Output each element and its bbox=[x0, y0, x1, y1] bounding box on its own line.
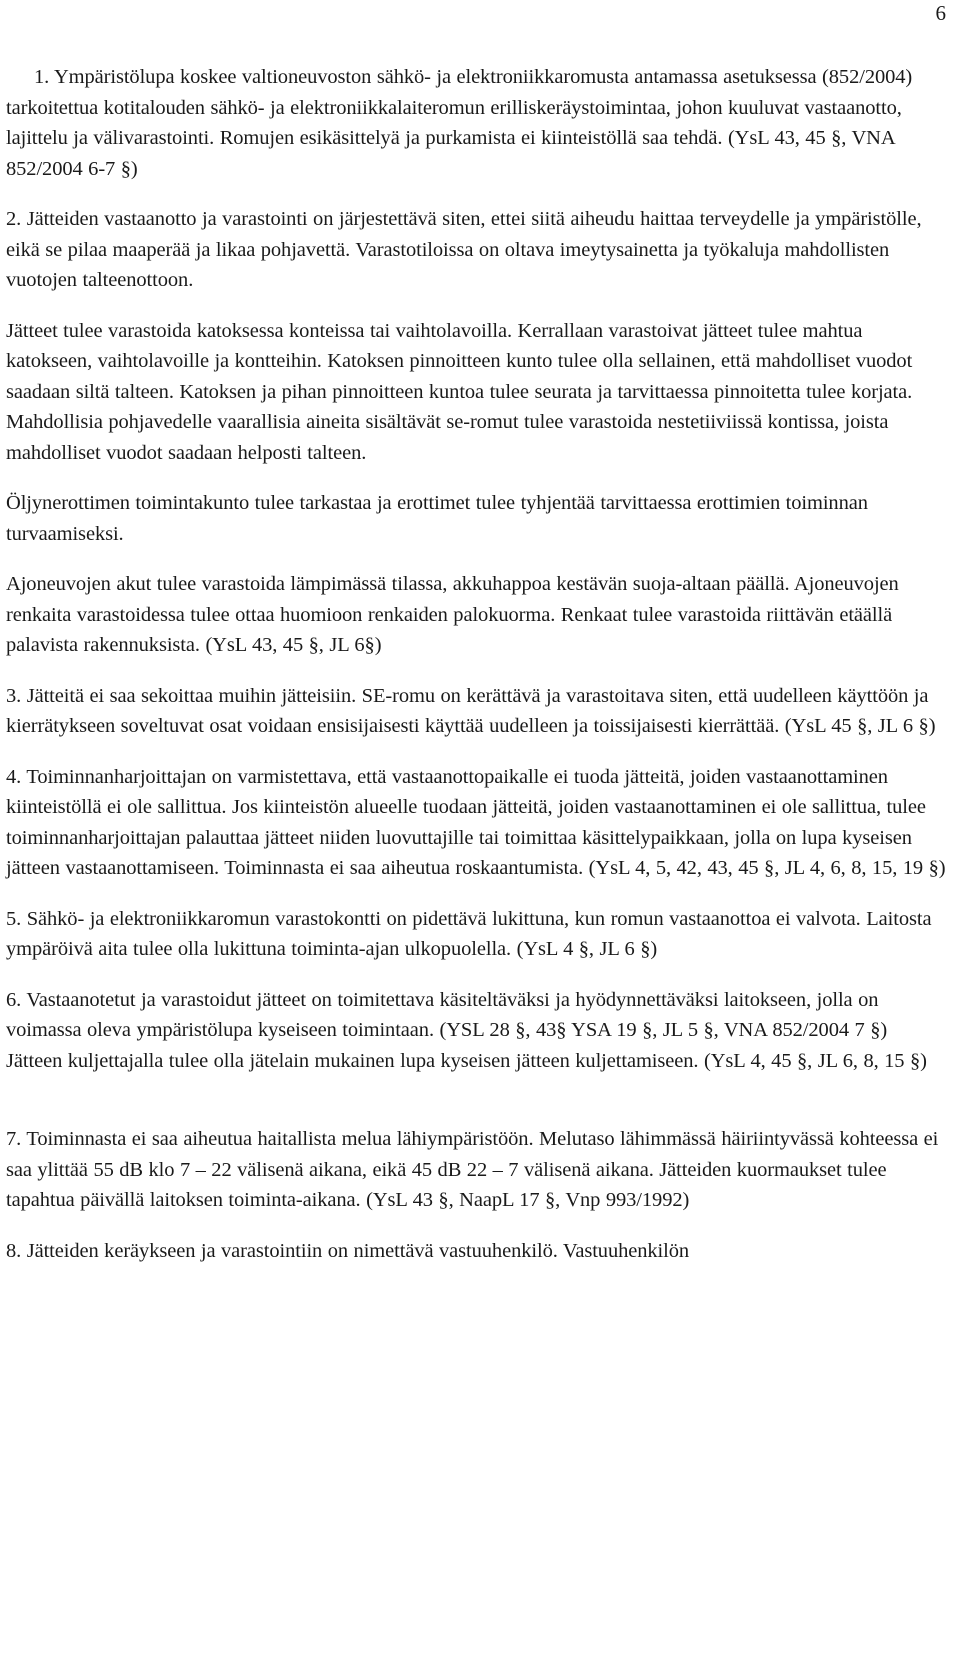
paragraph-condition-6: 6. Vastaanotetut ja varastoidut jätteet on toimitettava käsiteltäväksi ja hyödynnettäväksi laitokseen, jolla on voimassa oleva ympäristölupa kyseiseen toimintaan. (YSL 28 §, 43§ YSA 19 §, JL 5 §, VNA 852/2004 7 §) Jätteen kuljettajalla tulee olla jätelain mukainen lupa kyseisen jätteen kuljettamiseen. (YsL 4, 45 §, JL 6, 8, 15 §) bbox=[6, 988, 927, 1072]
paragraph-condition-2: 2. Jätteiden vastaanotto ja varastointi on järjestettävä siten, ettei siitä aiheudu haittaa terveydelle ja ympäristölle, eikä se pilaa maaperää ja likaa pohjavettä. Varastotiloissa on oltava imeytysainetta ja työkaluja mahdollisten vuotojen talteenottoon. bbox=[6, 208, 922, 291]
paragraph-condition-1: 1. Ympäristölupa koskee valtioneuvoston sähkö- ja elektroniikkaromusta antamassa asetuksessa (852/2004) tarkoitettua kotitalouden sähkö- ja elektroniikkalaiteromun erilliskeräystoimintaa, johon kuuluvat vastaanotto, lajittelu ja välivarastointi. Romujen esikäsittelyä ja purkamista ei kiinteistöllä saa tehdä. (YsL 43, 45 §, VNA 852/2004 6-7 §) bbox=[6, 66, 913, 180]
paragraph-oil-separator: Öljynerottimen toimintakunto tulee tarkastaa ja erottimet tulee tyhjentää tarvittaessa erottimien toiminnan turvaamiseksi. bbox=[6, 492, 868, 545]
paragraph-batteries-tyres: Ajoneuvojen akut tulee varastoida lämpimässä tilassa, akkuhappoa kestävän suoja-altaan päällä. Ajoneuvojen renkaita varastoidessa tulee ottaa huomioon renkaiden palokuorma. Renkaat tulee varastoida riittävän etäällä palavista rakennuksista. (YsL 43, 45 §, JL 6§) bbox=[6, 573, 899, 656]
paragraph-condition-8: 8. Jätteiden keräykseen ja varastointiin on nimettävä vastuuhenkilö. Vastuuhenkilön bbox=[6, 1239, 690, 1262]
paragraph-storage: Jätteet tulee varastoida katoksessa konteissa tai vaihtolavoilla. Kerrallaan varastoivat jätteet tulee mahtua katokseen, vaihtolavoille ja kontteihin. Katoksen pinnoitteen kunto tulee olla sellainen, että mahdolliset vuodot saadaan siltä talteen. Katoksen ja pihan pinnoitteen kuntoa tulee seurata ja tarvittaessa pinnoitetta tulee korjata. Mahdollisia pohjavedelle vaarallisia aineita sisältävät se-romut tulee varastoida nestetiiviissä kontissa, joista mahdolliset vuodot saadaan helposti talteen. bbox=[6, 319, 913, 464]
paragraph-condition-7: 7. Toiminnasta ei saa aiheutua haitallista melua lähiympäristöön. Melutaso lähimmässä häiriintyvässä kohteessa ei saa ylittää 55 dB klo 7 – 22 välisenä aikana, eikä 45 dB 22 – 7 välisenä aikana. Jätteiden kuormaukset tulee tapahtua päivällä laitoksen toiminta-aikana. (YsL 43 §, NaapL 17 §, Vnp 993/1992) bbox=[6, 1128, 939, 1211]
paragraph-condition-4: 4. Toiminnanharjoittajan on varmistettava, että vastaanottopaikalle ei tuoda jätteitä, joiden vastaanottaminen kiinteistöllä ei ole sallittua. Jos kiinteistön alueelle tuodaan jätteitä, joiden vastaanottaminen ei ole sallittua, tulee toiminnanharjoittajan palauttaa jätteet niiden luovuttajille tai toimittaa käsittelypaikkaan, jolla on lupa kyseisen jätteen vastaanottamiseen. Toiminnasta ei saa aiheutua roskaantumista. (YsL 4, 5, 42, 43, 45 §, JL 4, 6, 8, 15, 19 §) bbox=[6, 765, 946, 879]
document-body bbox=[6, 62, 946, 1266]
page-number: 6 bbox=[935, 1, 946, 25]
paragraph-condition-3: 3. Jätteitä ei saa sekoittaa muihin jätteisiin. SE-romu on kerättävä ja varastoitava siten, että uudelleen käyttöön ja kierrätykseen soveltuvat osat voidaan ensisijaisesti käyttää uudelleen ja toissijaisesti kierrättää. (YsL 45 §, JL 6 §) bbox=[6, 684, 936, 737]
paragraph-condition-5: 5. Sähkö- ja elektroniikkaromun varastokontti on pidettävä lukittuna, kun romun vastaanottoa ei valvota. Laitosta ympäröivä aita tulee olla lukittuna toiminta-ajan ulkopuolella. (YsL 4 §, JL 6 §) bbox=[6, 907, 932, 960]
